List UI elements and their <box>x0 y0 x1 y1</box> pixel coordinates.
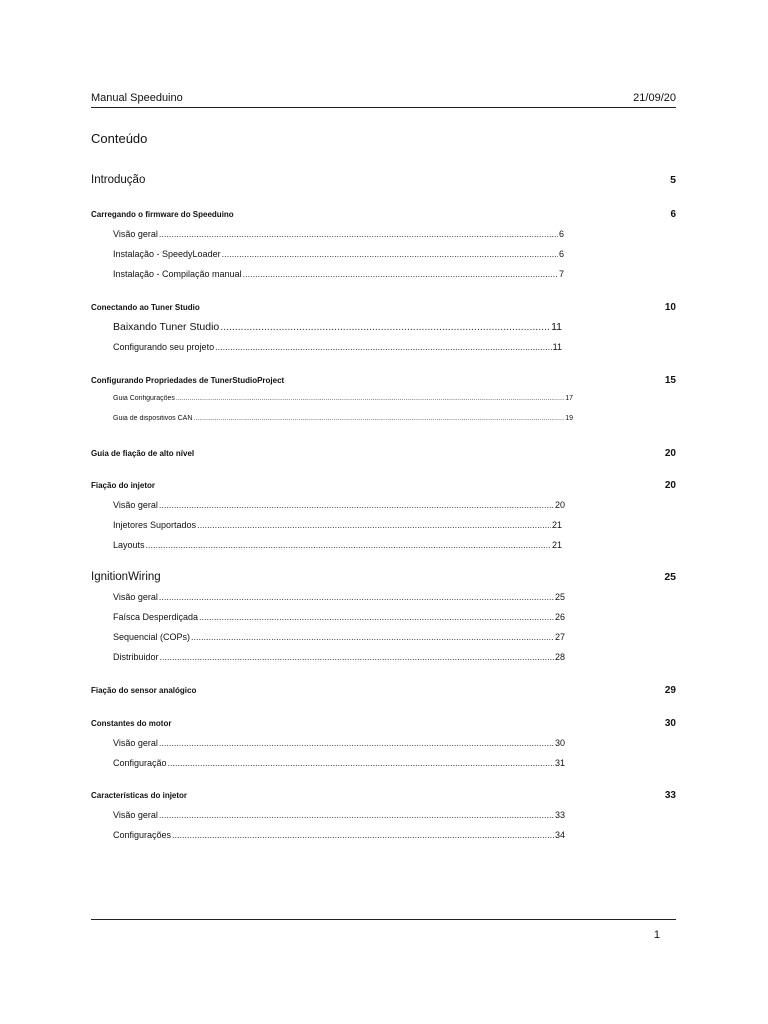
toc-entry-page: 20 <box>554 500 565 510</box>
toc-entry[interactable] <box>113 229 564 239</box>
toc-entry-label: Faísca Desperdiçada <box>113 612 199 622</box>
footer-rule <box>91 919 676 920</box>
toc-section-title: Guia de fiação de alto nível <box>91 449 195 458</box>
toc-section-title: Fiação do injetor <box>91 481 156 490</box>
toc-entry[interactable] <box>113 520 562 530</box>
toc-entry[interactable] <box>113 415 573 422</box>
toc-leader <box>172 830 554 840</box>
toc-section[interactable] <box>91 685 676 696</box>
toc-leader <box>159 229 558 239</box>
toc-section-title: Conectando ao Tuner Studio <box>91 303 200 312</box>
toc-entry-page: 33 <box>554 810 565 820</box>
toc-section[interactable] <box>91 448 676 459</box>
toc-section-title: Introdução <box>91 174 146 186</box>
toc-section[interactable] <box>91 174 676 186</box>
toc-section-page: 10 <box>664 302 676 313</box>
toc-leader <box>222 249 558 259</box>
toc-leader <box>197 520 551 530</box>
toc-entry[interactable] <box>113 249 564 259</box>
toc-entry-label: Visão geral <box>113 738 158 748</box>
toc-entry[interactable] <box>113 612 565 622</box>
toc-section[interactable] <box>91 480 676 491</box>
toc-leader <box>159 810 554 820</box>
toc-leader <box>168 758 554 768</box>
toc-section[interactable] <box>91 209 676 220</box>
toc-entry-page: 6 <box>558 249 564 259</box>
toc-leader <box>146 540 551 550</box>
toc-entry-page: 6 <box>558 229 564 239</box>
toc-section-title: Configurando Propriedades de TunerStudioProject <box>91 376 285 385</box>
toc-entry-label: Visão geral <box>113 810 158 820</box>
toc-entry-page: 11 <box>552 342 562 352</box>
toc-section-page: 20 <box>664 448 676 459</box>
toc-section-title: Fiação do sensor analógico <box>91 686 197 695</box>
toc-entry-page: 21 <box>551 540 562 550</box>
toc-section-page: 29 <box>664 685 676 696</box>
toc-entry[interactable] <box>113 269 564 279</box>
toc-section-page: 30 <box>664 718 676 729</box>
toc-entry-label: Visão geral <box>113 500 158 510</box>
toc-section-title: Carregando o firmware do Speeduino <box>91 210 234 219</box>
toc-entry[interactable] <box>113 652 565 662</box>
toc-leader <box>176 395 564 402</box>
toc-entry-page: 34 <box>554 830 565 840</box>
toc-section-page: 25 <box>664 571 676 583</box>
toc-entry-label: Distribuidor <box>113 652 159 662</box>
toc-entry-label: Injetores Suportados <box>113 520 197 530</box>
toc-entry[interactable] <box>113 540 562 550</box>
document-date: 21/09/20 <box>633 92 676 104</box>
toc-entry[interactable] <box>113 758 565 768</box>
toc-section-page: 6 <box>670 209 676 220</box>
toc-entry-page: 27 <box>554 632 565 642</box>
toc-section-title: Constantes do motor <box>91 719 172 728</box>
toc-title: Conteúdo <box>91 131 148 146</box>
page-header <box>91 92 676 104</box>
toc-entry[interactable] <box>113 592 565 602</box>
toc-section-page: 5 <box>670 174 676 186</box>
toc-entry-label: Visão geral <box>113 229 158 239</box>
toc-section[interactable] <box>91 375 676 386</box>
toc-entry-page: 28 <box>554 652 565 662</box>
toc-entry-label: Baixando Tuner Studio <box>113 321 220 333</box>
header-rule <box>91 107 676 108</box>
toc-section-title: Características do injetor <box>91 791 188 800</box>
toc-entry-label: Guia Configurações <box>113 395 175 402</box>
toc-leader <box>160 652 554 662</box>
toc-leader <box>159 738 554 748</box>
toc-leader <box>159 592 554 602</box>
toc-section[interactable] <box>91 790 676 801</box>
toc-entry[interactable] <box>113 830 565 840</box>
toc-entry-label: Configurações <box>113 830 172 840</box>
toc-entry-page: 19 <box>565 415 573 422</box>
toc-section[interactable] <box>91 571 676 583</box>
toc-section[interactable] <box>91 302 676 313</box>
toc-entry[interactable] <box>113 738 565 748</box>
toc-entry-page: 26 <box>554 612 565 622</box>
toc-leader <box>193 415 564 422</box>
toc-section-page: 15 <box>664 375 676 386</box>
toc-section-page: 33 <box>664 790 676 801</box>
toc-entry[interactable] <box>113 395 573 402</box>
toc-section-page: 20 <box>664 480 676 491</box>
toc-entry-page: 30 <box>554 738 565 748</box>
toc-leader <box>215 342 552 352</box>
toc-entry-label: Instalação - Compilação manual <box>113 269 242 279</box>
toc-leader <box>199 612 554 622</box>
toc-entry[interactable] <box>113 342 562 352</box>
toc-entry-page: 11 <box>551 321 562 333</box>
toc-entry-page: 25 <box>554 592 565 602</box>
page-number: 1 <box>653 929 660 941</box>
toc-entry-label: Instalação - SpeedyLoader <box>113 249 221 259</box>
toc-entry-label: Guia de dispositivos CAN <box>113 415 193 422</box>
toc-entry[interactable] <box>113 632 565 642</box>
toc-entry-page: 31 <box>554 758 565 768</box>
toc-leader <box>191 632 554 642</box>
toc-leader <box>159 500 554 510</box>
toc-entry[interactable] <box>113 500 565 510</box>
toc-entry-page: 17 <box>565 395 573 402</box>
toc-entry-label: Configuração <box>113 758 167 768</box>
toc-section[interactable] <box>91 718 676 729</box>
toc-leader <box>243 269 558 279</box>
toc-section-title: IgnitionWiring <box>91 571 161 583</box>
toc-entry-label: Layouts <box>113 540 145 550</box>
document-title: Manual Speeduino <box>91 92 183 104</box>
toc-entry-label: Sequencial (COPs) <box>113 632 191 642</box>
toc-entry-label: Visão geral <box>113 592 158 602</box>
toc-entry-page: 21 <box>551 520 562 530</box>
toc-entry-label: Configurando seu projeto <box>113 342 215 352</box>
toc-entry-page: 7 <box>558 269 564 279</box>
toc-entry[interactable] <box>113 321 562 333</box>
toc-leader <box>220 321 550 333</box>
toc-entry[interactable] <box>113 810 565 820</box>
